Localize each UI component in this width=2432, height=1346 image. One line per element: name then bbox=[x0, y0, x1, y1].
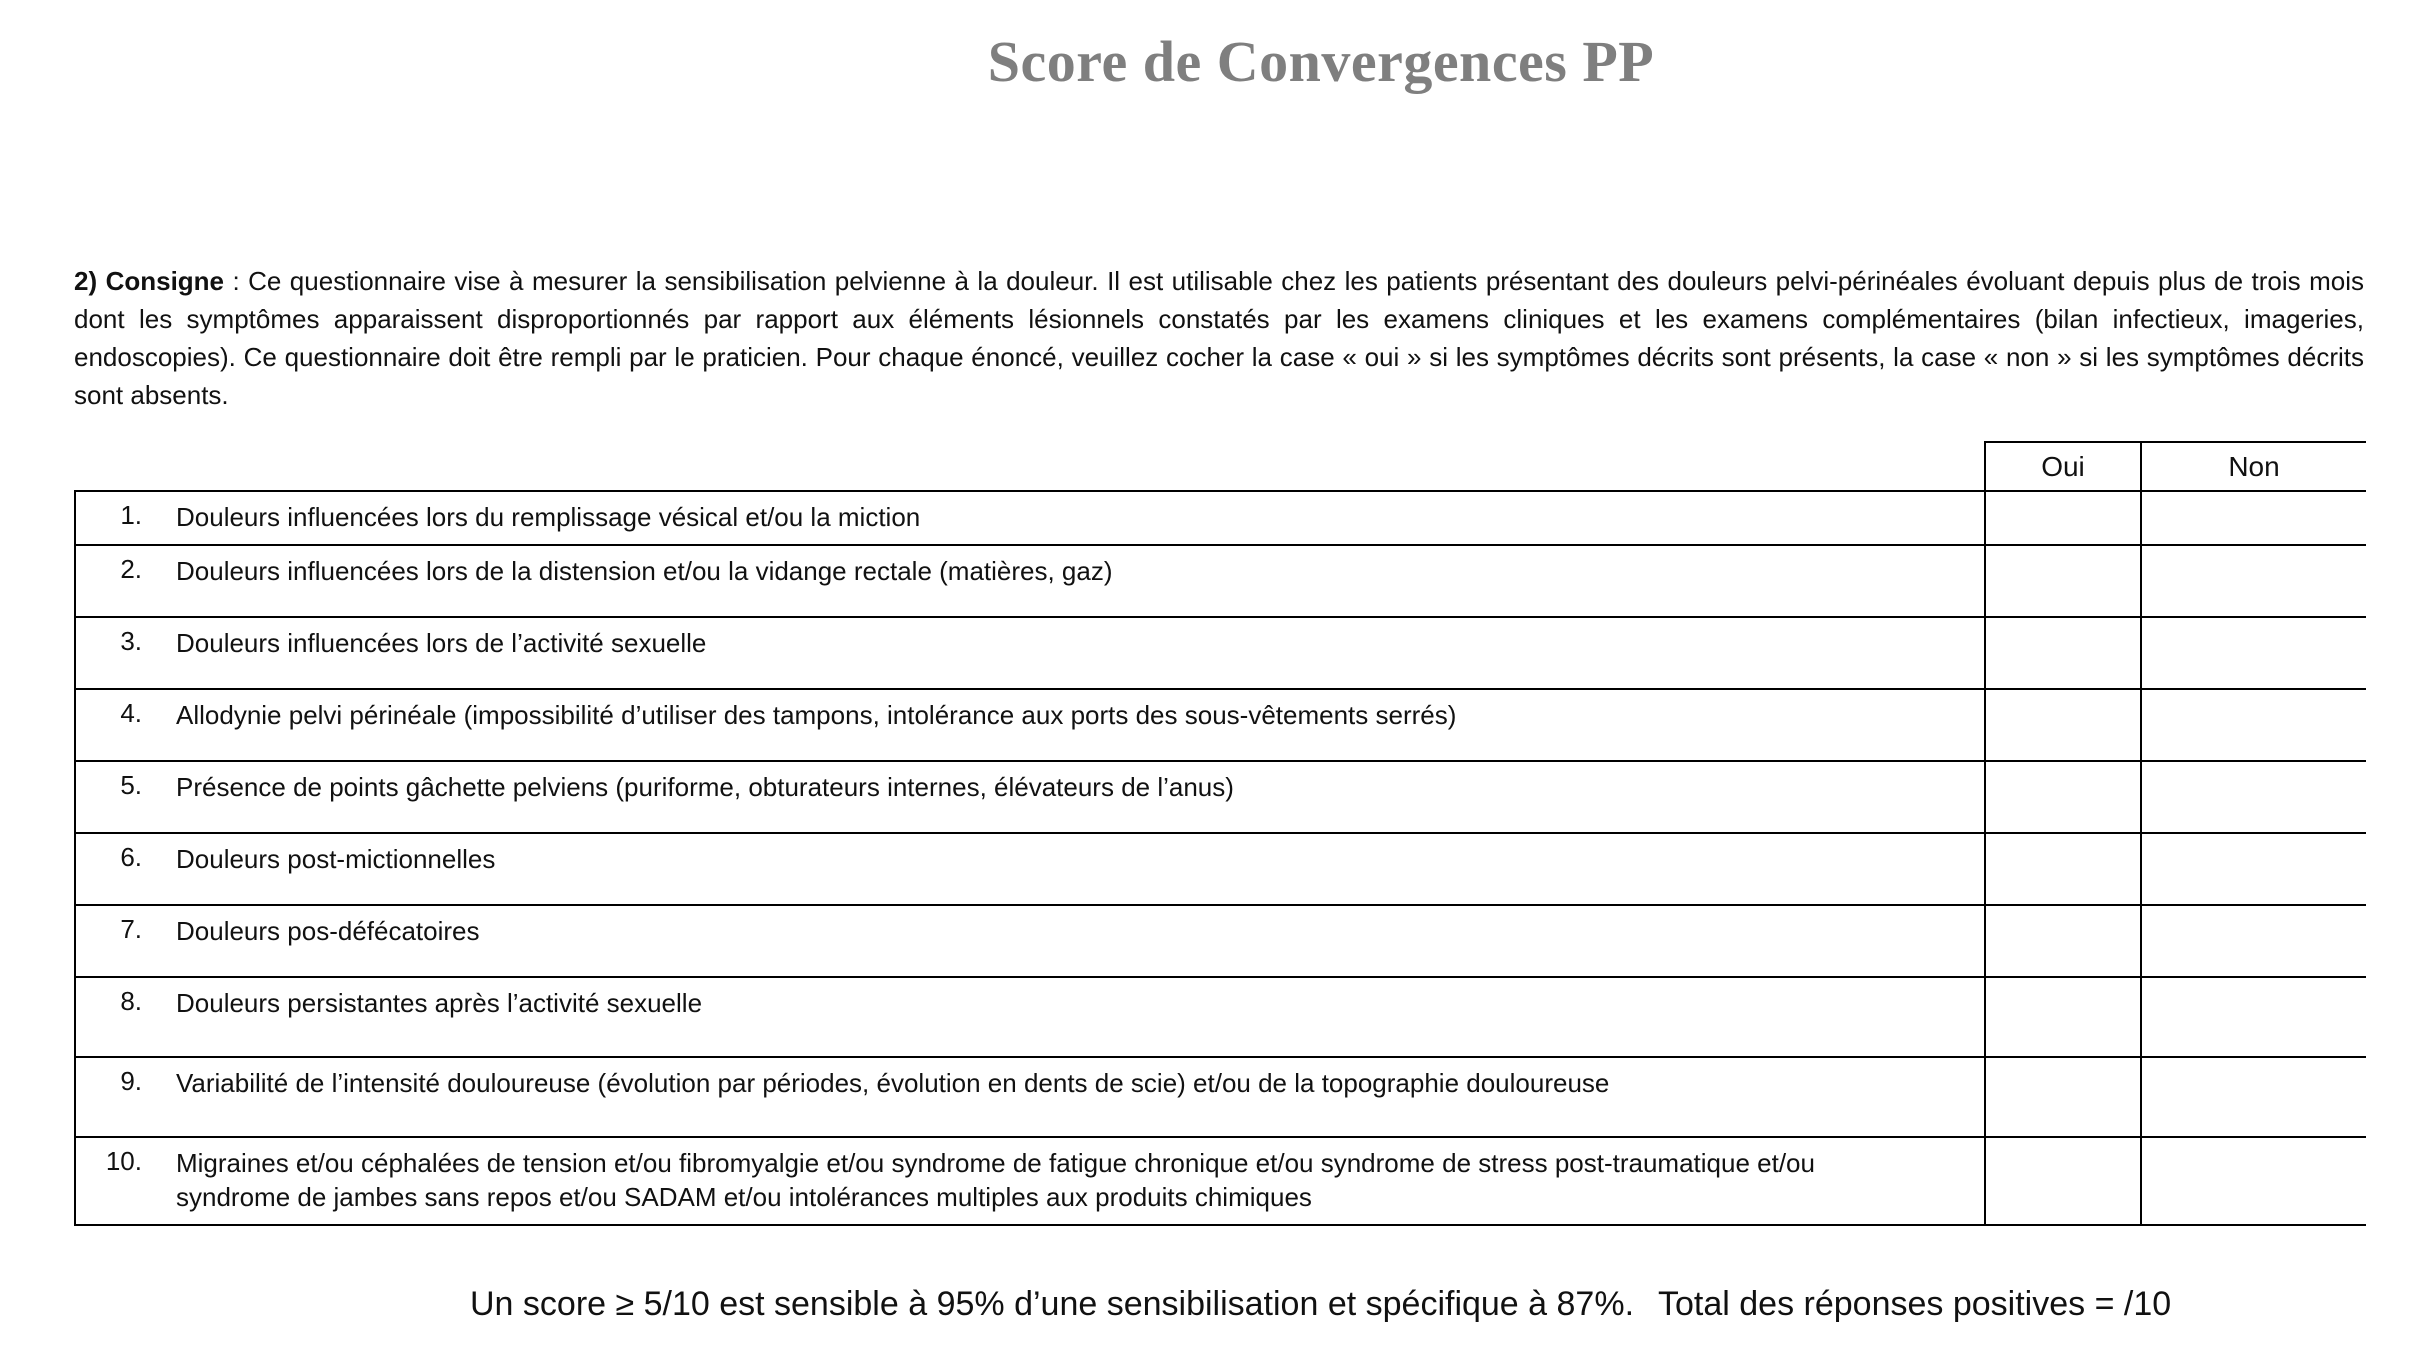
question-text: Douleurs post-mictionnelles bbox=[176, 844, 496, 874]
question-text: Douleurs influencées lors de la distension et/ou la vidange rectale (matières, gaz) bbox=[176, 556, 1113, 586]
question-text: Douleurs pos-défécatoires bbox=[176, 916, 480, 946]
question-text: Allodynie pelvi périnéale (impossibilité d’utiliser des tampons, intolérance aux ports des sous-vêtements serrés) bbox=[176, 700, 1457, 730]
score-note: Un score ≥ 5/10 est sensible à 95% d’une sensibilisation et spécifique à 87%. bbox=[470, 1285, 1635, 1323]
non-checkbox-cell[interactable] bbox=[2141, 1137, 2366, 1225]
header-blank-cell bbox=[75, 442, 1985, 491]
question-number: 2. bbox=[120, 554, 142, 584]
question-number: 1. bbox=[120, 500, 142, 530]
question-number: 9. bbox=[120, 1066, 142, 1096]
questionnaire-table bbox=[74, 441, 2366, 1226]
oui-checkbox-cell[interactable] bbox=[1985, 833, 2141, 905]
question-text: Migraines et/ou céphalées de tension et/ou fibromyalgie et/ou syndrome de fatigue chronique et/ou syndrome de stress post-traumatique et/ou syndrome de jambes sans repos et/ou SADAM et/ou intolérances multiples aux produits chimiques bbox=[176, 1148, 1815, 1212]
oui-checkbox-cell[interactable] bbox=[1985, 545, 2141, 617]
non-checkbox-cell[interactable] bbox=[2141, 833, 2366, 905]
oui-checkbox-cell[interactable] bbox=[1985, 689, 2141, 761]
question-number: 5. bbox=[120, 770, 142, 800]
question-cell bbox=[75, 833, 1985, 905]
table-row bbox=[75, 1137, 2366, 1225]
table-header-row bbox=[75, 442, 2366, 491]
non-checkbox-cell[interactable] bbox=[2141, 617, 2366, 689]
question-number: 10. bbox=[105, 1146, 142, 1176]
table-row bbox=[75, 977, 2366, 1057]
question-number: 7. bbox=[120, 914, 142, 944]
oui-checkbox-cell[interactable] bbox=[1985, 761, 2141, 833]
question-number: 8. bbox=[120, 986, 142, 1016]
non-checkbox-cell[interactable] bbox=[2141, 977, 2366, 1057]
non-checkbox-cell[interactable] bbox=[2141, 689, 2366, 761]
question-text: Douleurs influencées lors du remplissage vésical et/ou la miction bbox=[176, 502, 921, 532]
instructions-paragraph bbox=[74, 262, 2364, 414]
table-row bbox=[75, 761, 2366, 833]
instructions-lead: 2) Consigne bbox=[74, 266, 225, 296]
non-checkbox-cell[interactable] bbox=[2141, 545, 2366, 617]
oui-checkbox-cell[interactable] bbox=[1985, 491, 2141, 545]
non-checkbox-cell[interactable] bbox=[2141, 491, 2366, 545]
instructions-text: : Ce questionnaire vise à mesurer la sensibilisation pelvienne à la douleur. Il est utilisable chez les patients présentant des douleurs pelvi-périnéales évoluant depuis plus de trois mois dont les symptômes apparaissent disproportionnés par rapport aux éléments lésionnels constatés par les examens cliniques et les examens complémentaires (bilan infectieux, imageries, endoscopies). Ce questionnaire doit être rempli par le praticien. Pour chaque énoncé, veuillez cocher la case « oui » si les symptômes décrits sont présents, la case « non » si les symptômes décrits sont absents. bbox=[74, 266, 2364, 410]
page-title: Score de Convergences PP bbox=[987, 29, 1655, 94]
question-cell bbox=[75, 761, 1985, 833]
question-cell bbox=[75, 617, 1985, 689]
question-cell bbox=[75, 977, 1985, 1057]
oui-checkbox-cell[interactable] bbox=[1985, 617, 2141, 689]
table-row bbox=[75, 491, 2366, 545]
table-row bbox=[75, 833, 2366, 905]
footer bbox=[470, 1285, 2172, 1324]
total-positive-label: Total des réponses positives = /10 bbox=[1658, 1285, 2172, 1323]
question-text: Variabilité de l’intensité douloureuse (évolution par périodes, évolution en dents de scie) et/ou de la topographie douloureuse bbox=[176, 1068, 1610, 1098]
table-row bbox=[75, 689, 2366, 761]
non-checkbox-cell[interactable] bbox=[2141, 761, 2366, 833]
non-checkbox-cell[interactable] bbox=[2141, 905, 2366, 977]
question-text: Douleurs influencées lors de l’activité sexuelle bbox=[176, 628, 707, 658]
oui-checkbox-cell[interactable] bbox=[1985, 905, 2141, 977]
table-row bbox=[75, 617, 2366, 689]
question-cell bbox=[75, 1137, 1985, 1225]
oui-checkbox-cell[interactable] bbox=[1985, 1057, 2141, 1137]
header-oui: Oui bbox=[1985, 442, 2141, 491]
question-cell bbox=[75, 905, 1985, 977]
question-cell bbox=[75, 491, 1985, 545]
oui-checkbox-cell[interactable] bbox=[1985, 977, 2141, 1057]
question-cell bbox=[75, 1057, 1985, 1137]
table-row bbox=[75, 1057, 2366, 1137]
table-row bbox=[75, 905, 2366, 977]
header-non: Non bbox=[2141, 442, 2366, 491]
question-cell bbox=[75, 689, 1985, 761]
question-number: 3. bbox=[120, 626, 142, 656]
table-row bbox=[75, 545, 2366, 617]
oui-checkbox-cell[interactable] bbox=[1985, 1137, 2141, 1225]
question-text: Présence de points gâchette pelviens (puriforme, obturateurs internes, élévateurs de l’anus) bbox=[176, 772, 1234, 802]
non-checkbox-cell[interactable] bbox=[2141, 1057, 2366, 1137]
question-number: 6. bbox=[120, 842, 142, 872]
question-cell bbox=[75, 545, 1985, 617]
question-number: 4. bbox=[120, 698, 142, 728]
question-text: Douleurs persistantes après l’activité sexuelle bbox=[176, 988, 703, 1018]
